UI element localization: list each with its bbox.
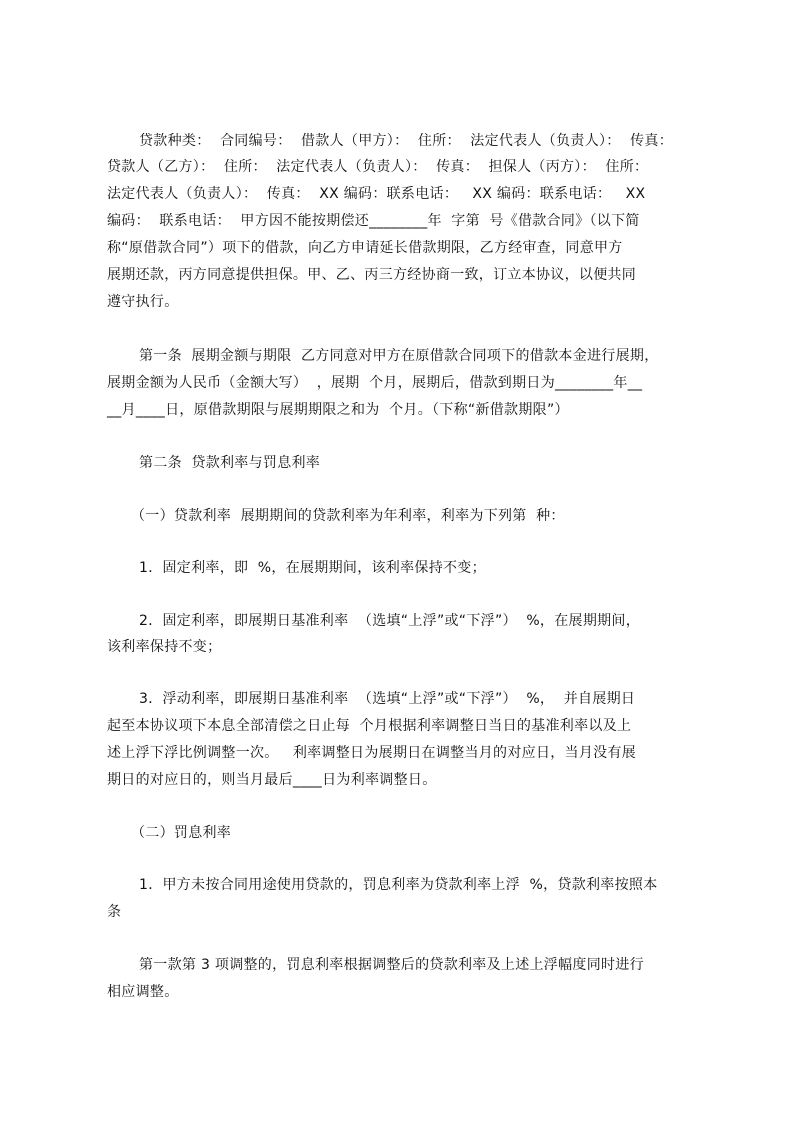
text-line: 1．甲方未按合同用途使用贷款的，罚息利率为贷款利率上浮 %，贷款利率按照本 [139,877,658,893]
text-line: （一）贷款利率 展期期间的贷款利率为年利率，利率为下列第 种： [131,508,565,524]
text-line: 3．浮动利率，即展期日基准利率 （选填“上浮”或“下浮”） %， 并自展期日 [139,691,636,707]
text-line: 第一款第 3 项调整的，罚息利率根据调整后的贷款利率及上述上浮幅度同时进行 [139,957,644,973]
text-line: 1．固定利率，即 %，在展期期间，该利率保持不变； [139,560,486,576]
text-line: 期日的对应日的，则当月最后____日为利率调整日。 [107,772,437,788]
text-line: 称“原借款合同”）项下的借款，向乙方申请延长借款期限，乙方经审查，同意甲方 [107,240,623,256]
text-line: 展期金额为人民币（金额大写） ，展期 个月，展期后，借款到期日为________年__ [107,375,643,391]
section-heading: 第二条 贷款利率与罚息利率 [139,455,321,471]
text-line: 该利率保持不变； [107,639,222,655]
text-line: 起至本协议项下本息全部清偿之日止每 个月根据利率调整日当日的基准利率以及上 [107,718,632,734]
text-line: 第一条 展期金额与期限 乙方同意对甲方在原借款合同项下的借款本金进行展期， [139,348,659,364]
text-line: 展期还款，丙方同意提供担保。甲、乙、丙三方经协商一致，订立本协议，以便共同 [107,267,637,283]
text-line: 法定代表人（负责人）： 传真： XX 编码：联系电话： XX 编码：联系电话： XX [107,186,646,202]
text-line: __月____日，原借款期限与展期期限之和为 个月。（下称“新借款期限”） [107,402,569,418]
text-line: 条 [107,904,122,920]
text-line: 遵守执行。 [107,294,179,310]
section-heading: （二）罚息利率 [131,825,232,841]
text-line: 相应调整。 [107,984,179,1000]
text-line: 贷款种类： 合同编号： 借款人（甲方）： 住所： 法定代表人（负责人）： 传真： [139,133,673,149]
text-line: 贷款人（乙方）： 住所： 法定代表人（负责人）： 传真： 担保人（丙方）： 住所： [107,159,649,175]
text-line: 编码： 联系电话： 甲方因不能按期偿还________年 字第 号《借款合同》（以下简 [107,213,640,229]
text-line: 2．固定利率，即展期日基准利率 （选填“上浮”或“下浮”） %，在展期期间， [139,613,641,629]
text-line: 述上浮下浮比例调整一次。 利率调整日为展期日在调整当月的对应日，当月没有展 [107,745,637,761]
